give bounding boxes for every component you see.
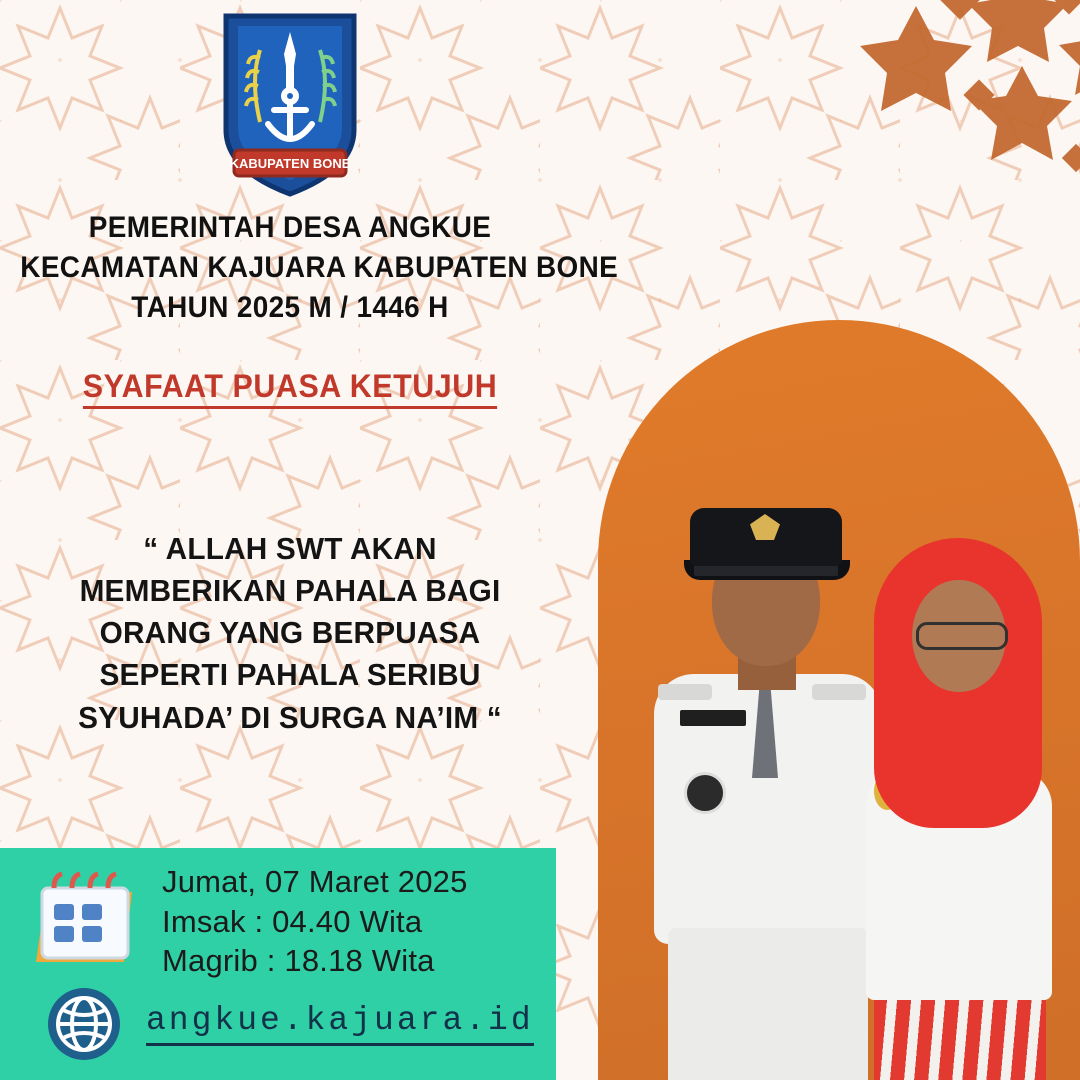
man-nametag <box>680 710 746 726</box>
man-trousers <box>668 928 868 1080</box>
schedule-magrib: Magrib : 18.18 Wita <box>162 943 435 979</box>
schedule-imsak: Imsak : 04.40 Wita <box>162 903 423 939</box>
woman-glasses-icon <box>916 622 1008 650</box>
schedule-block <box>28 862 468 981</box>
man-badge <box>684 772 726 814</box>
heading-line-2: KECAMATAN KAJUARA KABUPATEN BONE <box>20 251 619 285</box>
website-row[interactable] <box>44 984 534 1064</box>
woman-figure <box>850 520 1065 1080</box>
calendar-icon <box>28 866 146 978</box>
schedule-text <box>162 862 468 981</box>
heading-line-1: PEMERINTAH DESA ANGKUE <box>88 211 492 244</box>
website-link[interactable]: angkue.kajuara.id <box>146 1002 534 1046</box>
subtitle <box>15 368 566 405</box>
heading-line-3: TAHUN 2025 M / 1446 H <box>131 291 449 325</box>
quote-line-1: “ ALLAH SWT AKAN <box>143 531 437 566</box>
quote-block <box>31 528 549 739</box>
kabupaten-bone-coat-of-arms-icon <box>216 10 364 198</box>
quote-line-4: SEPERTI PAHALA SERIBU <box>99 657 481 693</box>
footer-bar <box>0 848 556 1080</box>
quote-line-2: MEMBERIKAN PAHALA BAGI <box>79 573 501 609</box>
quote-line-3: ORANG YANG BERPUASA <box>99 615 481 651</box>
schedule-date: Jumat, 07 Maret 2025 <box>162 864 468 899</box>
page-title <box>20 208 619 329</box>
couple-photo <box>550 320 1080 1080</box>
svg-text:KABUPATEN BONE: KABUPATEN BONE <box>229 156 351 171</box>
corner-ornament-icon <box>770 0 1080 210</box>
logo-container <box>0 10 580 198</box>
quote-line-5: SYUHADA’ DI SURGA NA’IM “ <box>78 699 502 735</box>
subtitle-text: SYAFAAT PUASA KETUJUH <box>83 368 498 409</box>
man-shoulder-left <box>658 684 712 700</box>
woman-skirt <box>874 988 1046 1080</box>
globe-icon <box>44 984 124 1064</box>
